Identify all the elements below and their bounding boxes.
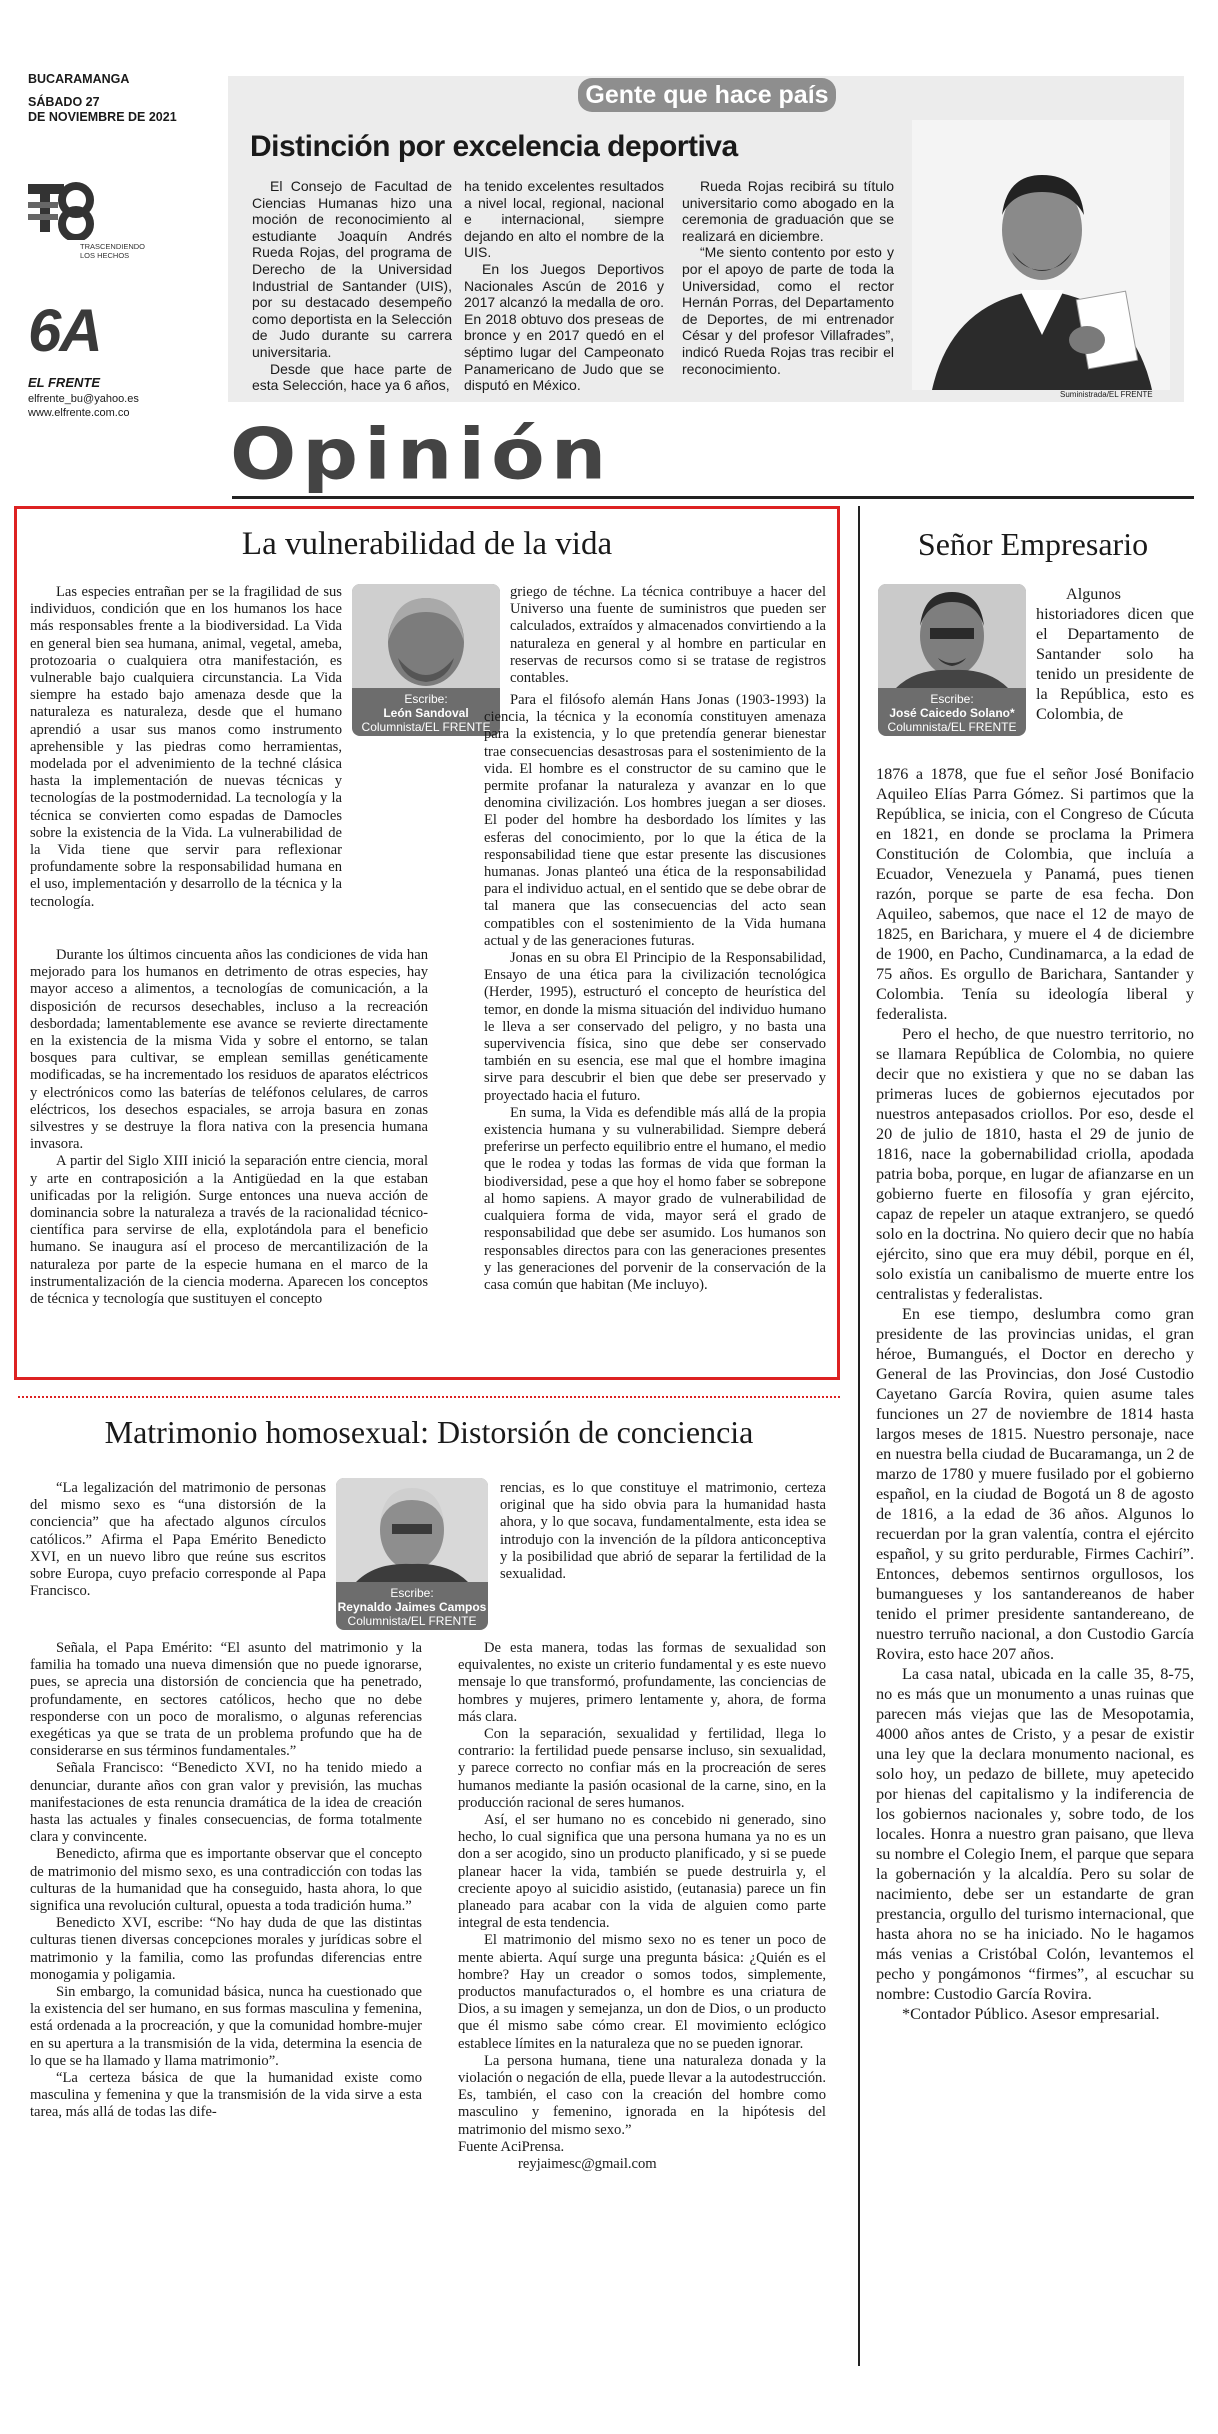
article-2-p10: Con la separación, sexualidad y fertilidad, llega lo contrario: la fertilidad puede pensarse incluso, sin sexualidad, y parece correcto no confiar más en la procreación de seres humanos mediante la pasión ocasional de la carne, sino, en la producción racional de seres humanos. — [458, 1726, 826, 1811]
dotted-divider — [18, 1396, 840, 1398]
masthead-meta — [28, 72, 198, 125]
author-photo — [352, 584, 500, 688]
article-3-title: Señor Empresario — [917, 526, 1149, 562]
newspaper-logo-icon — [28, 180, 138, 250]
article-1-byline — [352, 584, 500, 736]
article-3-p1: 1876 a 1878, que fue el señor José Bonifacio Aquileo Elías Parra Gómez. Si partimos que la República, se inicia, con el Congreso de Cúcuta en 1821, en donde se proclama la Primera Constitución de Colombia, que incluía a Ecuador, Venezuela y Panamá, pues tienen razón, porque se parte de esa fecha. Don Aquileo, sabemos, que nace el 12 de mayo de 1825, en Barichara, y muere el 4 de diciembre de 1900, en Pacho, Cundinamarca, a la edad de 75 años. Es orgullo de Barichara, Santander y Colombia. Tenía su ideología liberal y federalista. — [876, 765, 1194, 1023]
article-2-col-1 — [30, 1640, 422, 2122]
contact-email[interactable]: elfrente_bu@yahoo.es — [28, 393, 139, 405]
article-1-p6: Jonas en su obra El Principio de la Responsabilidad, Ensayo de una ética para la civilización tecnológica (Herder, 1995), estructuró el concepto de heurística del temor, en donde la misma situación del individuo humano le lleva a ser conservado del peligro, y no basta una supervivencia física, sino que debe ser conservado también en su esencia, ese mal que el hombre imagina sirve para descubrir el bien que debe ser preservado y proyectado hacia el futuro. — [484, 950, 826, 1104]
article-2-p12: El matrimonio del mismo sexo no es tener un poco de mente abierta. Aquí surge una pregunta básica: ¿Quién es el hombre? Hay un creador o somos todos, simplemente, productos manufacturados o, el hombre es una criatura de Dios, a su imagen y semejanza, un don de Dios, o un producto que él mismo sabe cómo crear. El movimiento eclógico establece límites en la naturaleza que no se pueden ignorar. — [458, 1932, 826, 2052]
article-2-p2: Señala, el Papa Emérito: “El asunto del matrimonio y la familia ha tomado una nueva dimensión que no puede ignorarse, pues, se aprecia una distorsión de conciencia que ha penetrado, profundamente, en sectores católicos, hecho que no debe responderse con un poco de moralismo, o algunas referencias exegéticas ya que se trata de un problema profundo que ha de considerarse en sus términos fundamentales.” — [30, 1640, 422, 1760]
byline-role: Columnista/EL FRENTE — [887, 720, 1017, 734]
article-1-title: La vulnerabilidad de la vida — [241, 526, 613, 562]
author-photo — [878, 584, 1026, 688]
article-3-body — [876, 764, 1194, 2024]
article-2-title: Matrimonio homosexual: Distorsión de conciencia — [104, 1414, 754, 1450]
article-2-p6: Sin embargo, la comunidad básica, nunca ha cuestionado que la existencia del ser humano, en sus formas masculina y femenina, está ordenada a la procreación, y que la comunidad hombre-mujer en su apertura a la transmisión de la vida, determina la esencia de lo que se ha llamado y llama matrimonio”. — [30, 1984, 422, 2069]
gente-col-3 — [682, 178, 894, 377]
article-3-p3: En ese tiempo, deslumbra como gran presidente de las provincias unidas, el gran héroe, Bumangués, el Doctor en derecho y General de las Provincias, don José Custodio Cayetano García Rovira, quien asume tales funciones un 27 de noviembre de 1814 hasta largos meses de 1815. Nuestro personaje, nace en nuestra bella ciudad de Bucaramanga, un 2 de marzo de 1780 y muere fusilado por el gobierno español, en la ciudad de Bogotá un 8 de agosto de 1816, a la edad de 36 años. Algunos lo recuerdan por la gran valentía, contra el ejército español, y su grito perdurable, Firmes Cachirí”. Entonces, debemos sentirnos orgullosos, los bumangueses y los santandereanos de haber tenido el primer presidente santandereano, de nuestro terruño nacional, a don Custodio García Rovira, esto hace 207 años. — [876, 1305, 1194, 1663]
article-2-p3: Señala Francisco: “Benedicto XVI, no ha tenido miedo a denunciar, durante años con gran valor y previsión, las muchas manifestaciones de esta renuncia dramática de la idea de creación hasta las actuales y finales consecuencias, de forma totalmente clara y convincente. — [30, 1760, 422, 1846]
article-2-p9: De esta manera, todas las formas de sexualidad son equivalentes, no existe un criterio fundamental y es este nuevo mensaje lo que transformó, profundamente, las conciencias de hombres y mujeres, primero lentamente y, ahora, de forma más clara. — [458, 1640, 826, 1725]
article-2-p5: Benedicto XVI, escribe: “No hay duda de que las distintas culturas tienen diversas concepciones morales y jurídicas sobre el matrimonio y la familia, como las profundas diferencias entre monogamia y poligamia. — [30, 1915, 422, 1983]
contact — [28, 392, 139, 420]
page-number: 6A — [28, 297, 101, 364]
article-1-col-1-bottom — [30, 947, 428, 1308]
article-2-p4: Benedicto, afirma que es importante observar que el concepto de matrimonio del mismo sexo, es una contradicción con todas las culturas de la humanidad que ha conseguido, hasta ahora, lo que significa una revolución cultural, opuesta a toda tradición huma.” — [30, 1846, 422, 1915]
article-1-p2: Durante los últimos cincuenta años las condiciones de vida han mejorado para los humanos en detrimento de otras especies, hay mayor acceso a alimentos, a tecnologías de comunicación, a la disposición de recursos desechables, incluso a la recreación desbordada; lamentablemente ese avance se revierte directamente en la existencia de la misma Vida y sobre el entorno, se talan bosques para cultivar, se emplean semillas genéticamente modificadas, se ha incrementado los residuos de aparatos eléctricos y electrónicos como las baterías de teléfonos celulares, de carros eléctricos, los desechos espaciales, se arroja basura en zonas silvestres y se destruye la flora nativa con la presencia humana invasora. — [30, 947, 428, 1153]
article-3-footnote: *Contador Público. Asesor empresarial. — [902, 2005, 1160, 2023]
gente-col-2 — [464, 178, 664, 394]
date-line-1: SÁBADO 27 — [28, 95, 100, 109]
paper-name: EL FRENTE — [28, 375, 100, 390]
article-3-byline — [878, 584, 1026, 736]
gente-col-1 — [252, 178, 452, 394]
city: BUCARAMANGA — [28, 72, 130, 86]
date-line-2: DE NOVIEMBRE DE 2021 — [28, 110, 177, 124]
gente-title: Distinción por excelencia deportiva — [250, 130, 738, 163]
gente-col-3-p1: Rueda Rojas recibirá su título universitario como abogado en la ceremonia de graduación que se realizará en diciembre. — [682, 178, 894, 244]
gente-col-3-p2: “Me siento contento por esto y por el apoyo de parte de toda la Universidad, como el rector Hernán Porras, del Departamento de Deportes, de mi entrenador César y del profesor Villafrades”, indicó Rueda Rojas tras recibir el reconocimiento. — [682, 244, 894, 377]
gente-col-1-p2: Desde que hace parte de esta Selección, hace ya 6 años, — [252, 360, 452, 394]
article-2-p8: rencias, es lo que constituye el matrimonio, certeza original que ha sido obvia para la humanidad hasta ahora, y lo que socava, fundamentalmente, esta idea se introdujo con la invención de la píldora anticonceptiva y la posibilidad que abrió de separar la fertilidad de la sexualidad. — [500, 1480, 826, 1583]
article-2-p7: “La certeza básica de que la humanidad existe como masculina y femenina y que la transmisión de la vida sirve a esta tarea, más allá de todas las dife- — [30, 2070, 422, 2121]
article-1-p5: Para el filósofo alemán Hans Jonas (1903-1993) la ciencia, la técnica y la economía constituyen amenaza para la existencia, y lo que pretendía generar bienestar trae consecuencias desastrosas para el sostenimiento de la vida. El hombre es el constructor de su camino que le permite profanar la naturaleza y avanzar en lo que denomina civilización. Los hombres juegan a ser dioses. El poder del hombre ha desbordado los límites y las esferas del conocimiento, por lo que la ética de la responsabilidad tiene que estar presente las discusiones humanas. Jonas planteó una ética de la responsabilidad para el individuo actual, en el sentido que se debe obrar de tal manera que las consecuencias del acto sean compatibles con el sostenimiento de la Vida humana actual y de las generaciones futuras. — [484, 692, 827, 949]
section-title: Opinión — [230, 414, 613, 496]
article-1-col-1-top — [30, 584, 342, 911]
byline-author: José Caicedo Solano* — [889, 706, 1015, 720]
gente-section-label: Gente que hace país — [578, 78, 836, 112]
byline-role: Columnista/EL FRENTE — [361, 720, 491, 734]
column-divider — [858, 506, 860, 2366]
gente-col-2-p1: ha tenido excelentes resultados a nivel local, regional, nacional e internacional, siempre dejando en alto el nombre de la UIS. — [464, 178, 664, 261]
article-1-p7: En suma, la Vida es defendible más allá de la propia existencia humana y su vulnerabilidad. Siempre deberá preferirse un perfecto equilibrio entre el humano, el medio que le rodea y todas las formas de vida que forman la biodiversidad, pese a que hoy el homo faber se sobrepone al homo sapiens. A mayor grado de vulnerabilidad de cualquiera forma de vida, mayor será el grado de responsabilidad que debe ser asumido. Los humanos son responsables directos para con las generaciones presentes y las generaciones del porvenir de la conservación de la casa común que habitan (Me incluyo). — [484, 1104, 826, 1293]
contact-website[interactable]: www.elfrente.com.co — [28, 407, 130, 419]
gente-photo — [912, 120, 1170, 390]
byline-role: Columnista/EL FRENTE — [347, 1614, 477, 1628]
section-rule — [232, 496, 1194, 499]
article-2-source: Fuente AciPrensa. — [458, 2138, 565, 2155]
byline-label: Escribe: — [930, 692, 974, 706]
article-2-p1: “La legalización del matrimonio de personas del mismo sexo es “una distorsión de la conciencia” que ha afectado algunos círculos católicos.” Afirma el Papa Emérito Benedicto XVI, en un nuevo libro que reúne sus escritos sobre Europa, cuyo prefacio corresponde al Papa Francisco. — [30, 1480, 326, 1600]
article-2-col-2 — [458, 1640, 826, 2173]
article-2-p13: La persona humana, tiene una naturaleza donada y la violación o negación de ella, puede llevar a la autodestrucción. Es, también, el caso con la creación del hombre como masculino y femenino, ignorada en la hipótesis del matrimonio del mismo sexo.” — [458, 2052, 826, 2138]
article-3-narrow — [1036, 584, 1194, 724]
article-3-p2: Pero el hecho, de que nuestro territorio, no se llamara República de Colombia, no quiere decir que no existiera y que no se daban las primeras luces de gobiernos ejecutados por nuestros antepasados criollos. Por eso, desde el 20 de julio de 1810, hasta el 29 de junio de 1816, nace la gobernabilidad criolla, apodada patria boba, porque, en lugar de afianzarse en un gobierno fuerte en filosofía y gran ejército, capaz de repeler un ataque extranjero, se quedó solo en la doctrina. No quiero decir que no había ejército, sino que era muy débil, porque en él, solo existía un canibalismo de muerte entre los centralistas y federalistas. — [876, 1025, 1194, 1303]
article-1-p1: Las especies entrañan per se la fragilidad de sus individuos, condición que en los humanos los hace más responsables frente a la biodiversidad. La Vida en general bien sea humana, animal, vegetal, ameba, protozoaria o cualquiera otra manifestación, es vulnerable bajo cualquiera circunstancia. La Vida siempre ha estado bajo amenaza desde que la naturaleza es naturaleza, desde que el humano aprendió a usar sus manos como instrumento aprehensible y las piedras como herramientas, modelada por el advenimiento de la techné clásica hasta la implementación de nuevas técnicas y tecnologías de la postmodernidad. La tecnología y la técnica se convierten como espadas de Damocles sobre la existencia de la Vida. La vulnerabilidad de la Vida tiene que servir para reflexionar profundamente sobre la responsabilidad humana en el uso, implementación y desarrollo de la técnica y la tecnología. — [30, 584, 342, 910]
byline-author: León Sandoval — [383, 706, 469, 720]
author-photo — [336, 1478, 488, 1582]
byline-author: Reynaldo Jaimes Campos — [337, 1600, 487, 1614]
article-2-email[interactable]: reyjaimesc@gmail.com — [518, 2156, 657, 2173]
gente-col-1-p1: El Consejo de Facultad de Ciencias Humanas hizo una moción de reconocimiento al estudiante Joaquín Andrés Rueda Rojas, del programa de Derecho de la Universidad Industrial de Santander (UIS), por su destacado desempeño como deportista en la Selección de Judo durante su carrera universitaria. — [252, 178, 452, 360]
photo-credit: Suministrada/EL FRENTE — [1060, 390, 1153, 399]
article-1-p3: A partir del Siglo XIII inició la separación entre ciencia, moral y arte en contraposición a la Antigüedad en la que estaban unificadas por la religión. Surge entonces una nueva acción de dominancia sobre la naturaleza a través de la racionalidad técnico-científica para servirse de ella, explotándola para el beneficio humano. Se inaugura así el proceso de mercantilización de la naturaleza por parte de la especie humana en el marco de la instrumentalización de la ciencia moderna. Aparecen los conceptos de técnica y tecnología que sustituyen el concepto — [30, 1153, 428, 1308]
article-1-p4: griego de téchne. La técnica contribuye a hacer del Universo una fuente de suministros que pueden ser calculados, extraídos y almacenados convirtiendo a la naturaleza en general y al hombre en particular en reservas de recursos como si se tratase de registros contables. — [510, 584, 826, 687]
byline-label: Escribe: — [390, 1586, 434, 1600]
article-2-col-2-top — [500, 1480, 826, 1583]
article-2-byline — [336, 1478, 488, 1630]
logo-caption: TRASCENDIENDO LOS HECHOS — [80, 242, 146, 260]
article-3-p0: Algunos historiadores dicen que el Departamento de Santander solo ha tenido un presidente de la República, esto es Colombia, de — [1036, 585, 1194, 723]
article-1-col-2 — [484, 692, 826, 1294]
article-2-p11: Así, el ser humano no es concebido ni generado, sino hecho, lo cual significa que una persona humana ya no es un don a ser acogido, sino un producto planificado, y si se puede planear hacer la vida, también se puede destruirla y, el creciente apoyo al suicidio asistido, (eutanasia) parece un fin planeado para acabar con la vida de alguien como parte integral de esta tendencia. — [458, 1812, 826, 1932]
gente-col-2-p2: En los Juegos Deportivos Nacionales Ascún de 2016 y 2017 alcanzó la medalla de oro. En 2018 obtuvo dos preseas de bronce y en 2017 quedó en el séptimo lugar del Campeonato Panamericano de Judo que se disputó en México. — [464, 260, 664, 394]
byline-label: Escribe: — [404, 692, 448, 706]
article-1-col-2-top — [510, 584, 826, 687]
article-3-p4: La casa natal, ubicada en la calle 35, 8-75, no es más que un monumento a unas ruinas que parecen más viejas que las de Mesopotamia, 4000 años antes de Cristo, y a pesar de existir una ley que la declara monumento nacional, es solo hoy, un pedazo de billete, muy apetecido por hienas del capitalismo y la indiferencia de los gobiernos nacionales y, sobre todo, de los locales. Honra a nuestro gran paisano, que lleva su nombre el Colegio Inem, el parque que separa la gobernación y la alcaldía. Pero su solar de nacimiento, debe ser un estandarte de gran prestancia, orgullo del turismo internacional, que hasta ahora no se ha iniciado. No le hagamos más venias a Cristóbal Colón, levantemos el pecho y pongámonos “firmes”, al escuchar su nombre: Custodio García Rovira. — [876, 1665, 1194, 2003]
article-2-col-1-top — [30, 1480, 326, 1600]
